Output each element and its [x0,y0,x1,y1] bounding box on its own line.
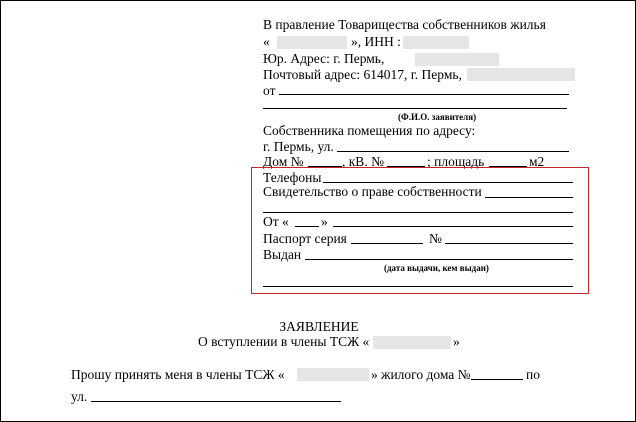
redacted-hoa-name-2 [373,336,451,349]
certificate-line-1 [485,197,573,198]
apartment-label: , кВ. № [342,154,384,169]
area-unit: м2 [529,154,545,169]
issued-label: Выдан [263,247,302,262]
redacted-hoa-name [277,36,347,49]
legal-address-label: Юр. Адрес: г. Пермь, [263,51,385,66]
house-label: Дом № [263,154,304,169]
statement-title: ЗАЯВЛЕНИЕ [279,319,359,334]
passport-number-sign: № [429,231,442,246]
passport-label: Паспорт серия [263,231,347,246]
phones-label: Телефоны [263,170,322,185]
from-label: от [263,83,276,98]
statement-subtitle-suffix: » [453,334,460,349]
postal-address-label: Почтовый адрес: 614017, г. Пермь, [263,67,462,82]
applicant-name-line-1 [279,94,569,95]
certificate-label: Свидетельство о праве собственности [263,184,482,199]
certificate-line-2 [263,212,573,213]
issued-line [305,259,573,260]
request-middle: » жилого дома № [371,367,471,382]
phones-line [323,182,573,183]
date-day-line [295,226,319,227]
from-date-label: От « [263,214,289,229]
redacted-inn [403,36,469,49]
redacted-hoa-name-3 [297,368,369,381]
street-line [337,151,569,152]
request-prefix: Прошу принять меня в члены ТСЖ « [71,367,285,382]
quote-open: « [263,34,270,49]
passport-number-line [445,243,573,244]
redacted-legal-address [415,53,499,66]
street-label: ул. [71,389,88,404]
building-number-line [471,379,523,380]
passport-series-line [351,243,423,244]
fio-caption: (Ф.И.О. заявителя) [398,112,477,122]
inn-label: », ИНН : [351,34,401,49]
issued-caption: (дата выдачи, кем выдан) [384,263,489,273]
statement-subtitle-prefix: О вступлении в члены ТСЖ « [198,334,370,349]
issued-line-2 [263,286,573,287]
from-date-close: » [321,214,328,229]
redacted-postal-address [467,68,575,81]
owner-label: Собственника помещения по адресу: [263,123,476,138]
applicant-name-line-2 [263,108,567,109]
area-label: ; площадь [427,154,485,169]
board-address-line: В правление Товарищества собственников жилья [263,17,546,32]
request-po: по [526,367,540,382]
date-line [333,226,573,227]
street-name-line [91,401,341,402]
city-street-label: г. Пермь, ул. [263,139,334,154]
